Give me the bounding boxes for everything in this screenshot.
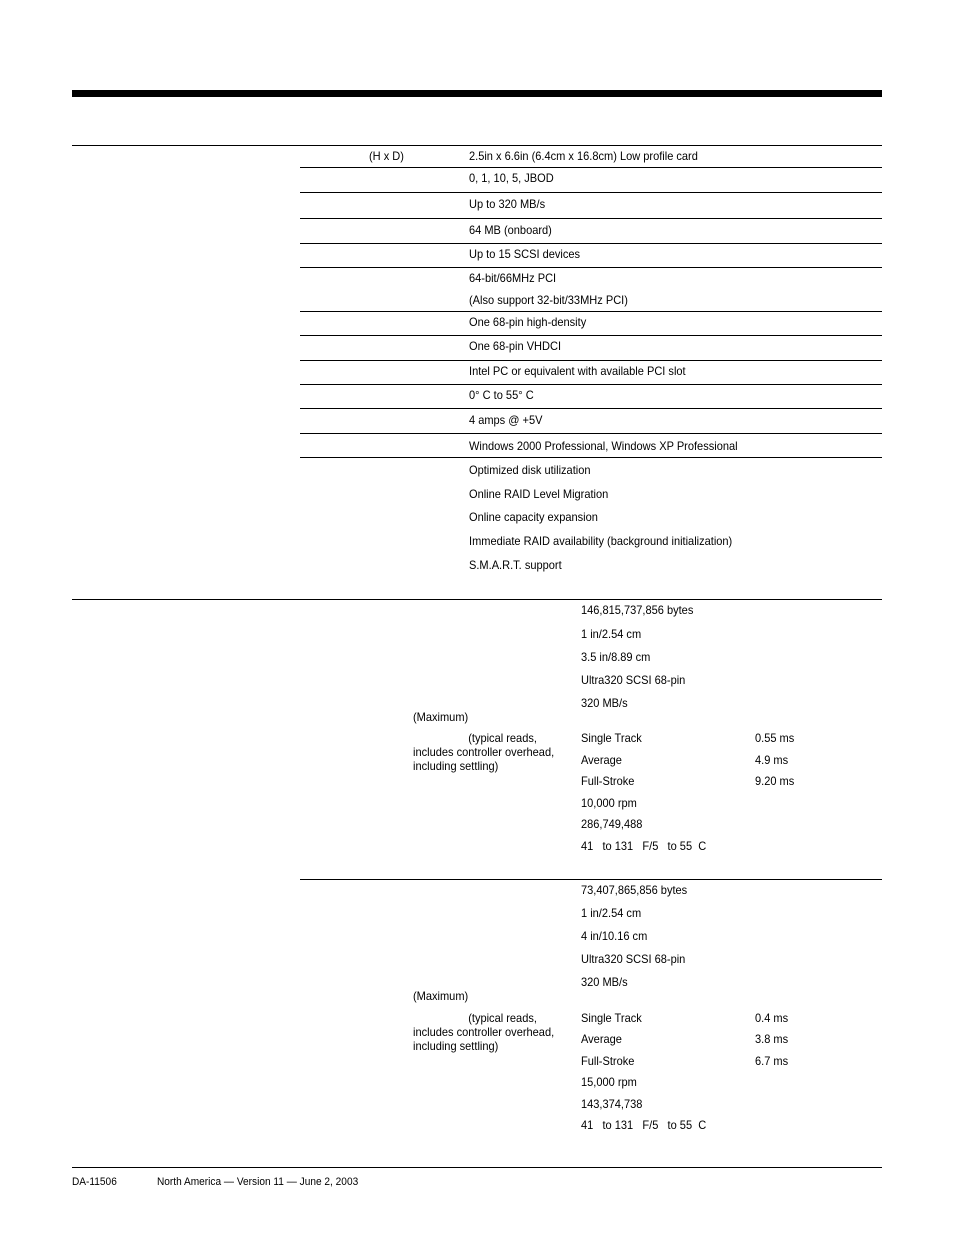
spec-value-temperature: 0° C to 55° C: [469, 388, 534, 402]
spec-value-devices: Up to 15 SCSI devices: [469, 247, 581, 261]
feature-item: Online capacity expansion: [469, 510, 598, 524]
spec-value-power: 4 amps @ +5V: [469, 413, 543, 427]
drive-capacity: 73,407,865,856 bytes: [581, 883, 688, 897]
drive-interface: Ultra320 SCSI 68-pin: [581, 673, 686, 687]
spec-value-internal-connector: One 68-pin high-density: [469, 315, 587, 329]
spec-value-host: Intel PC or equivalent with available PCI slot: [469, 364, 686, 378]
seek-value: 0.4 ms: [755, 1011, 789, 1025]
drive-height: 1 in/2.54 cm: [581, 906, 642, 920]
row-divider: [300, 335, 882, 336]
footer-edition: North America — Version 11 — June 2, 2003: [157, 1176, 359, 1188]
drive-rpm: 15,000 rpm: [581, 1075, 637, 1089]
footer-doc-id: DA-11506: [72, 1176, 117, 1188]
row-divider: [300, 218, 882, 219]
spec-value-raid-levels: 0, 1, 10, 5, JBOD: [469, 171, 554, 185]
maximum-label: (Maximum): [413, 989, 469, 1003]
seek-value: 9.20 ms: [755, 774, 795, 788]
section-divider-1: [72, 145, 882, 146]
drive-sectors: 286,749,488: [581, 817, 643, 831]
seek-type: Full-Stroke: [581, 774, 635, 788]
seek-type: Average: [581, 1032, 622, 1046]
spec-value-size: 2.5in x 6.6in (6.4cm x 16.8cm) Low profile card: [469, 149, 698, 163]
drive-rpm: 10,000 rpm: [581, 796, 637, 810]
feature-item: Immediate RAID availability (background initialization): [469, 534, 733, 548]
seek-time-label: (typical reads, includes controller overhead, including settling): [413, 731, 555, 773]
drive-transfer-rate: 320 MB/s: [581, 975, 628, 989]
feature-item: Optimized disk utilization: [469, 463, 591, 477]
spec-value-bus: 64-bit/66MHz PCI: [469, 271, 557, 285]
drive-width: 4 in/10.16 cm: [581, 929, 648, 943]
row-divider: [300, 408, 882, 409]
row-divider: [300, 457, 882, 458]
drive-divider: [300, 879, 882, 880]
row-divider: [300, 360, 882, 361]
seek-time-label: (typical reads, includes controller overhead, including settling): [413, 1011, 555, 1053]
seek-value: 6.7 ms: [755, 1054, 789, 1068]
row-divider: [300, 192, 882, 193]
drive-sectors: 143,374,738: [581, 1097, 643, 1111]
feature-item: S.M.A.R.T. support: [469, 558, 562, 572]
seek-type: Average: [581, 753, 622, 767]
seek-type: Single Track: [581, 1011, 642, 1025]
feature-item: Online RAID Level Migration: [469, 487, 609, 501]
row-divider: [300, 384, 882, 385]
seek-type: Full-Stroke: [581, 1054, 635, 1068]
header-rule: [72, 90, 882, 97]
footer-rule: [72, 1167, 882, 1168]
spec-value-os: Windows 2000 Professional, Windows XP Professional: [469, 439, 738, 453]
drive-height: 1 in/2.54 cm: [581, 627, 642, 641]
drive-width: 3.5 in/8.89 cm: [581, 650, 651, 664]
maximum-label: (Maximum): [413, 710, 469, 724]
spec-value-transfer-rate: Up to 320 MB/s: [469, 197, 546, 211]
drive-interface: Ultra320 SCSI 68-pin: [581, 952, 686, 966]
row-divider: [300, 311, 882, 312]
spec-value-bus-note: (Also support 32-bit/33MHz PCI): [469, 293, 628, 307]
row-divider: [300, 433, 882, 434]
spec-value-cache: 64 MB (onboard): [469, 223, 552, 237]
dimension-label: (H x D): [369, 149, 404, 163]
drive-temperature: 41 to 131 F/5 to 55 C: [581, 1118, 707, 1132]
row-divider: [300, 267, 882, 268]
spec-value-external-connector: One 68-pin VHDCI: [469, 339, 562, 353]
drive-capacity: 146,815,737,856 bytes: [581, 603, 694, 617]
seek-value: 0.55 ms: [755, 731, 795, 745]
drive-transfer-rate: 320 MB/s: [581, 696, 628, 710]
section-divider-2: [72, 599, 882, 600]
row-divider: [300, 167, 882, 168]
seek-value: 4.9 ms: [755, 753, 789, 767]
seek-type: Single Track: [581, 731, 642, 745]
drive-temperature: 41 to 131 F/5 to 55 C: [581, 839, 707, 853]
row-divider: [300, 243, 882, 244]
seek-value: 3.8 ms: [755, 1032, 789, 1046]
